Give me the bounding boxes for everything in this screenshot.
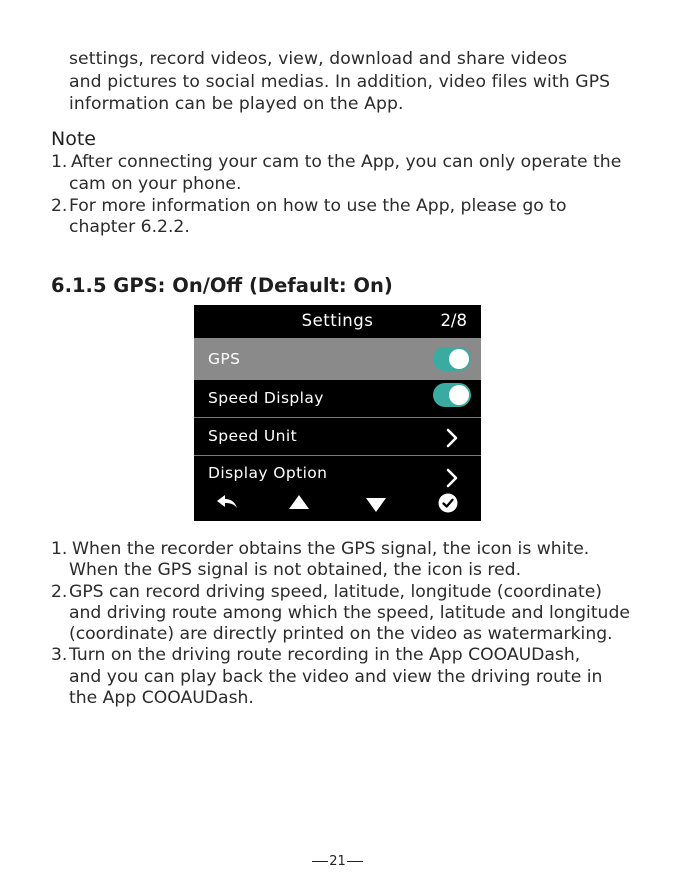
- menu-row-label: Speed Unit: [208, 427, 298, 445]
- gps-info-line: the App COOAUDash.: [69, 688, 254, 709]
- menu-row-label: Speed Display: [208, 389, 324, 407]
- gps-info-item: [51, 539, 651, 582]
- menu-row-label: GPS: [208, 350, 241, 368]
- note-item-line: cam on your phone.: [69, 173, 242, 194]
- gps-info-number: 2.: [51, 581, 68, 602]
- gps-info-line: and you can play back the video and view the driving route in: [69, 666, 603, 687]
- speed-display-toggle[interactable]: [433, 383, 471, 407]
- note-heading: Note: [51, 128, 96, 150]
- gps-info-number: 1.: [51, 539, 68, 559]
- page-number-value: 21: [329, 854, 346, 869]
- section-heading: 6.1.5 GPS: On/Off (Default: On): [51, 274, 393, 297]
- page-number: [0, 854, 675, 869]
- note-item-line: chapter 6.2.2.: [69, 217, 190, 238]
- note-item: [51, 196, 651, 240]
- screen-title: Settings: [301, 311, 374, 330]
- note-item-line: After connecting your cam to the App, you can only operate the: [71, 152, 622, 172]
- gps-info-line: When the recorder obtains the GPS signal, the icon is white.: [72, 539, 590, 559]
- up-arrow-icon[interactable]: [288, 493, 310, 511]
- gps-info-line: (coordinate) are directly printed on the video as watermarking.: [69, 624, 613, 645]
- gps-info-line: GPS can record driving speed, latitude, longitude (coordinate): [69, 581, 602, 602]
- gps-info-item: [51, 645, 651, 709]
- page-number-dash: [347, 861, 363, 863]
- confirm-check-icon[interactable]: [438, 493, 458, 513]
- page-number-dash: [312, 861, 328, 863]
- chevron-right-icon: [445, 427, 459, 449]
- intro-line: information can be played on the App.: [69, 94, 404, 114]
- gps-info-number: 3.: [51, 645, 68, 666]
- chevron-right-icon: [445, 467, 459, 489]
- gps-info-line: and driving route among which the speed, latitude and longitude: [69, 602, 630, 623]
- down-arrow-icon[interactable]: [365, 496, 387, 514]
- intro-paragraph: [69, 48, 659, 116]
- menu-row-speed-unit[interactable]: [194, 418, 481, 456]
- gps-info-list: [51, 539, 651, 709]
- note-item: [51, 152, 651, 196]
- menu-row-speed-display[interactable]: [194, 380, 481, 418]
- screen-page-indicator: 2/8: [440, 311, 467, 330]
- intro-line: and pictures to social medias. In addition, video files with GPS: [69, 71, 611, 92]
- note-item-number: 1.: [51, 152, 68, 172]
- settings-screen: [194, 305, 481, 521]
- note-item-line: For more information on how to use the App, please go to: [69, 195, 567, 216]
- screen-header: [194, 305, 481, 338]
- gps-info-line: Turn on the driving route recording in the App COOAUDash,: [69, 645, 581, 666]
- back-icon[interactable]: [216, 493, 238, 511]
- note-item-number: 2.: [51, 195, 68, 216]
- gps-info-item: [51, 582, 651, 646]
- note-list: [51, 152, 651, 239]
- toggle-knob: [449, 385, 469, 405]
- menu-row-display-option[interactable]: [194, 456, 481, 494]
- menu-row-label: Display Option: [208, 464, 328, 482]
- toggle-knob: [449, 349, 469, 369]
- gps-toggle[interactable]: [433, 347, 471, 371]
- intro-line: settings, record videos, view, download and share videos: [69, 49, 568, 69]
- gps-info-line: When the GPS signal is not obtained, the icon is red.: [69, 560, 522, 581]
- menu-row-gps[interactable]: [194, 338, 481, 380]
